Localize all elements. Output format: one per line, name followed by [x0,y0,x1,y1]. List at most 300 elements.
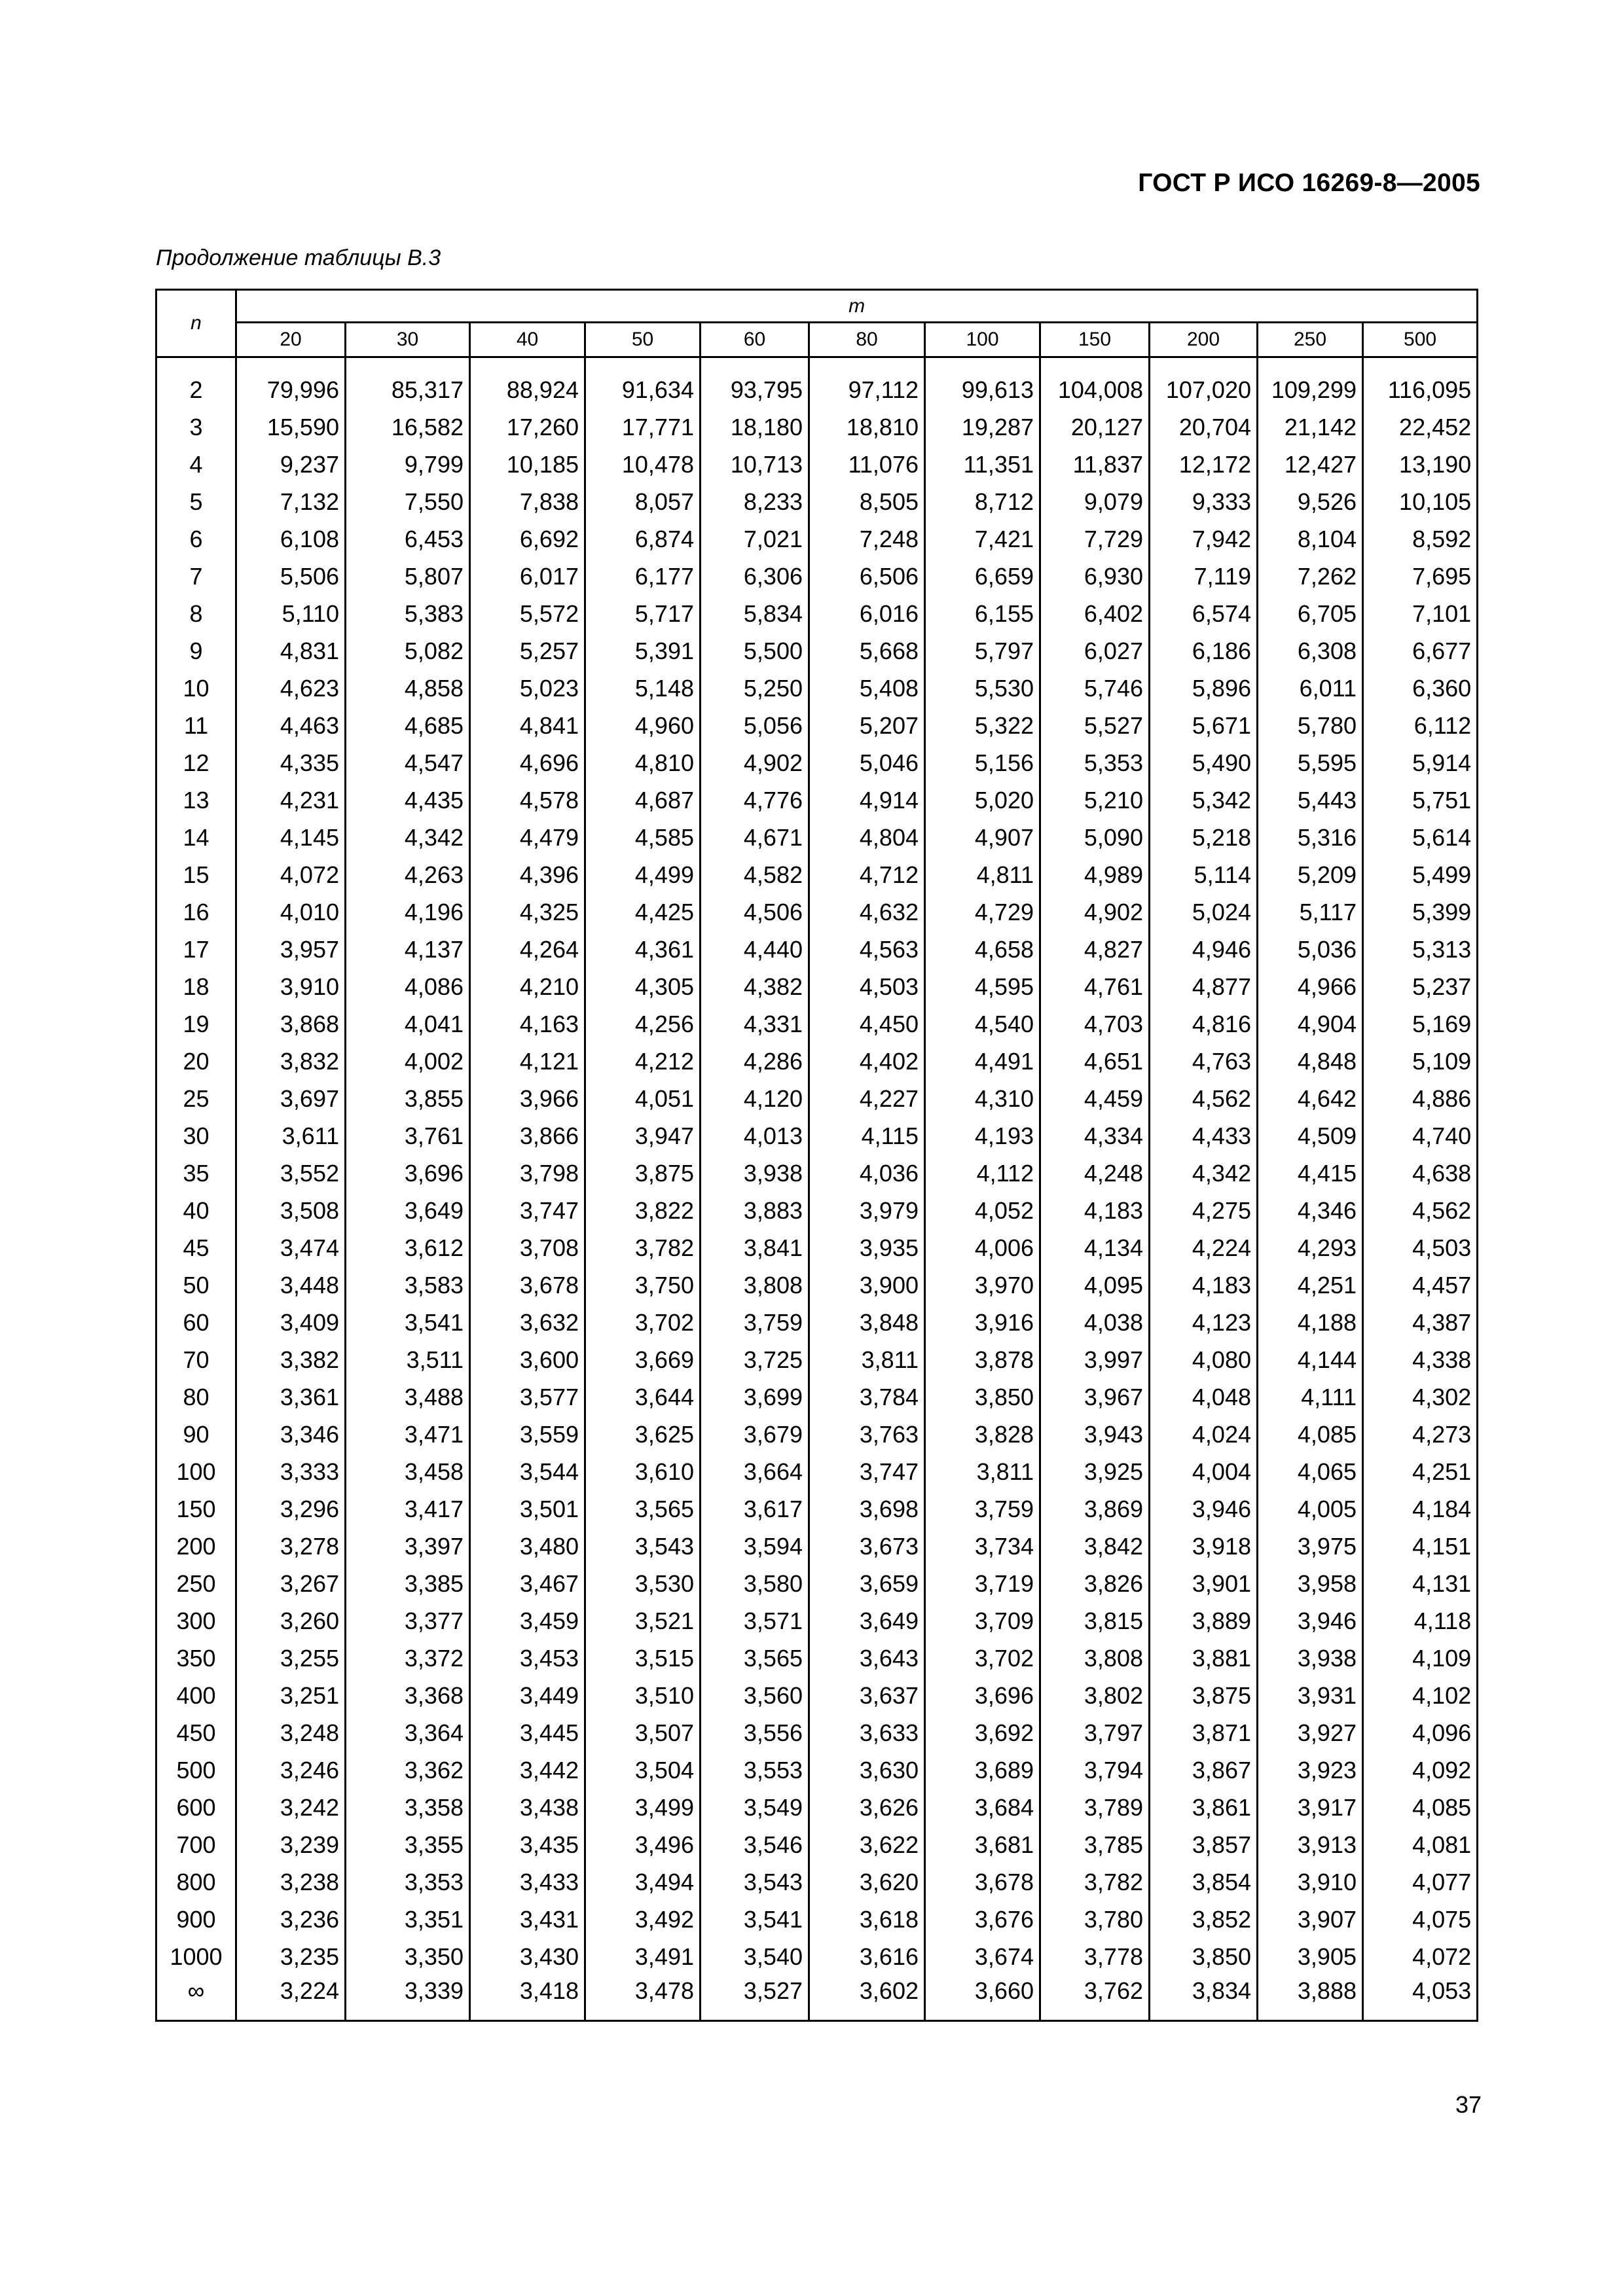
value-cell: 6,011 [1258,670,1363,707]
table-row [156,1378,1478,1416]
value-cell: 3,925 [1040,1453,1150,1490]
value-cell: 6,155 [925,595,1040,632]
value-cell: 3,467 [470,1565,585,1602]
value-cell: 4,342 [1150,1155,1258,1192]
value-cell: 6,360 [1363,670,1478,707]
value-cell: 4,886 [1363,1080,1478,1117]
value-cell: 4,227 [809,1080,925,1117]
n-value-cell: 600 [156,1789,236,1826]
value-cell: 3,610 [585,1453,701,1490]
column-header: 40 [470,323,585,357]
value-cell: 3,918 [1150,1528,1258,1565]
value-cell: 4,658 [925,931,1040,968]
value-cell: 3,491 [585,1938,701,1975]
value-cell: 5,023 [470,670,585,707]
n-value-cell: 15 [156,856,236,893]
value-cell: 3,492 [585,1901,701,1938]
value-cell: 5,717 [585,595,701,632]
value-cell: 3,242 [236,1789,346,1826]
value-cell: 4,811 [925,856,1040,893]
value-cell: 4,671 [701,819,809,856]
value-cell: 6,016 [809,595,925,632]
value-cell: 5,780 [1258,707,1363,744]
value-cell: 3,697 [236,1080,346,1117]
value-cell: 4,642 [1258,1080,1363,1117]
value-cell: 4,302 [1363,1378,1478,1416]
value-cell: 3,552 [236,1155,346,1192]
value-cell: 3,673 [809,1528,925,1565]
n-value-cell: 9 [156,632,236,670]
value-cell: 4,638 [1363,1155,1478,1192]
value-cell: 6,308 [1258,632,1363,670]
value-cell: 3,364 [346,1714,470,1751]
value-cell: 4,102 [1363,1677,1478,1714]
value-cell: 3,546 [701,1826,809,1863]
table-body [156,357,1478,2021]
value-cell: 17,771 [585,408,701,446]
value-cell: 3,333 [236,1453,346,1490]
value-cell: 3,224 [236,1975,346,2021]
value-cell: 5,024 [1150,893,1258,931]
value-cell: 13,190 [1363,446,1478,483]
value-cell: 3,459 [470,1602,585,1640]
value-cell: 3,339 [346,1975,470,2021]
value-cell: 4,275 [1150,1192,1258,1229]
value-cell: 4,810 [585,744,701,781]
value-cell: 3,910 [1258,1863,1363,1901]
n-value-cell: ∞ [156,1975,236,2021]
value-cell: 3,350 [346,1938,470,1975]
value-cell: 3,946 [1150,1490,1258,1528]
value-cell: 4,096 [1363,1714,1478,1751]
value-cell: 21,142 [1258,408,1363,446]
value-cell: 4,144 [1258,1341,1363,1378]
value-cell: 3,674 [925,1938,1040,1975]
value-cell: 3,905 [1258,1938,1363,1975]
value-cell: 3,702 [925,1640,1040,1677]
value-cell: 3,997 [1040,1341,1150,1378]
value-cell: 3,866 [470,1117,585,1155]
data-table [155,289,1478,2022]
n-value-cell: 25 [156,1080,236,1117]
value-cell: 4,907 [925,819,1040,856]
table-row [156,408,1478,446]
n-value-cell: 45 [156,1229,236,1266]
value-cell: 3,246 [236,1751,346,1789]
value-cell: 5,443 [1258,781,1363,819]
value-cell: 3,445 [470,1714,585,1751]
value-cell: 6,659 [925,558,1040,595]
value-cell: 5,207 [809,707,925,744]
table-row [156,1677,1478,1714]
table-row [156,1117,1478,1155]
value-cell: 7,942 [1150,520,1258,558]
value-cell: 5,342 [1150,781,1258,819]
value-cell: 4,585 [585,819,701,856]
value-cell: 6,402 [1040,595,1150,632]
spacer-cell [346,357,470,372]
value-cell: 3,679 [701,1416,809,1453]
value-cell: 3,888 [1258,1975,1363,2021]
table-row [156,1640,1478,1677]
value-cell: 4,163 [470,1005,585,1043]
value-cell: 9,799 [346,446,470,483]
value-cell: 3,958 [1258,1565,1363,1602]
value-cell: 3,521 [585,1602,701,1640]
value-cell: 4,131 [1363,1565,1478,1602]
value-cell: 4,305 [585,968,701,1005]
value-cell: 5,218 [1150,819,1258,856]
value-cell: 5,110 [236,595,346,632]
value-cell: 5,408 [809,670,925,707]
value-cell: 3,372 [346,1640,470,1677]
value-cell: 17,260 [470,408,585,446]
value-cell: 4,052 [925,1192,1040,1229]
value-cell: 4,075 [1363,1901,1478,1938]
value-cell: 3,471 [346,1416,470,1453]
value-cell: 5,109 [1363,1043,1478,1080]
value-cell: 4,081 [1363,1826,1478,1863]
table-row [156,1565,1478,1602]
value-cell: 5,391 [585,632,701,670]
value-cell: 3,857 [1150,1826,1258,1863]
value-cell: 3,850 [925,1378,1040,1416]
table-row [156,1155,1478,1192]
value-cell: 4,231 [236,781,346,819]
value-cell: 4,123 [1150,1304,1258,1341]
value-cell: 5,056 [701,707,809,744]
table-row [156,781,1478,819]
value-cell: 3,678 [470,1266,585,1304]
value-cell: 4,562 [1150,1080,1258,1117]
value-cell: 4,286 [701,1043,809,1080]
value-cell: 8,712 [925,483,1040,520]
value-cell: 3,643 [809,1640,925,1677]
value-cell: 3,947 [585,1117,701,1155]
table-header [156,290,1478,357]
value-cell: 4,188 [1258,1304,1363,1341]
value-cell: 9,333 [1150,483,1258,520]
value-cell: 3,355 [346,1826,470,1863]
value-cell: 3,431 [470,1901,585,1938]
n-value-cell: 450 [156,1714,236,1751]
value-cell: 16,582 [346,408,470,446]
value-cell: 3,449 [470,1677,585,1714]
value-cell: 3,789 [1040,1789,1150,1826]
n-value-cell: 90 [156,1416,236,1453]
value-cell: 5,313 [1363,931,1478,968]
table-row [156,1080,1478,1117]
value-cell: 3,235 [236,1938,346,1975]
value-cell: 3,975 [1258,1528,1363,1565]
value-cell: 4,041 [346,1005,470,1043]
value-cell: 4,134 [1040,1229,1150,1266]
table-row [156,1043,1478,1080]
n-value-cell: 70 [156,1341,236,1378]
value-cell: 4,053 [1363,1975,1478,2021]
header-spacer-row [156,357,1478,372]
table-row [156,371,1478,408]
value-cell: 3,501 [470,1490,585,1528]
value-cell: 3,923 [1258,1751,1363,1789]
value-cell: 4,010 [236,893,346,931]
value-cell: 3,855 [346,1080,470,1117]
value-cell: 3,488 [346,1378,470,1416]
value-cell: 4,121 [470,1043,585,1080]
value-cell: 4,065 [1258,1453,1363,1490]
value-cell: 4,632 [809,893,925,931]
n-value-cell: 900 [156,1901,236,1938]
value-cell: 3,719 [925,1565,1040,1602]
column-header: 150 [1040,323,1150,357]
value-cell: 19,287 [925,408,1040,446]
value-cell: 12,172 [1150,446,1258,483]
value-cell: 4,479 [470,819,585,856]
value-cell: 5,896 [1150,670,1258,707]
value-cell: 3,442 [470,1751,585,1789]
value-cell: 5,322 [925,707,1040,744]
table-row [156,1416,1478,1453]
value-cell: 7,695 [1363,558,1478,595]
value-cell: 3,782 [585,1229,701,1266]
value-cell: 4,024 [1150,1416,1258,1453]
value-cell: 5,114 [1150,856,1258,893]
value-cell: 8,233 [701,483,809,520]
value-cell: 5,383 [346,595,470,632]
value-cell: 3,560 [701,1677,809,1714]
value-cell: 3,511 [346,1341,470,1378]
value-cell: 3,549 [701,1789,809,1826]
value-cell: 4,902 [701,744,809,781]
column-headers-row [156,323,1478,357]
value-cell: 3,815 [1040,1602,1150,1640]
value-cell: 3,504 [585,1751,701,1789]
value-cell: 6,705 [1258,595,1363,632]
n-value-cell: 7 [156,558,236,595]
value-cell: 3,808 [1040,1640,1150,1677]
value-cell: 3,761 [346,1117,470,1155]
value-cell: 5,527 [1040,707,1150,744]
value-cell: 3,637 [809,1677,925,1714]
value-cell: 4,827 [1040,931,1150,968]
value-cell: 3,361 [236,1378,346,1416]
value-cell: 3,970 [925,1266,1040,1304]
value-cell: 3,622 [809,1826,925,1863]
value-cell: 3,869 [1040,1490,1150,1528]
value-cell: 4,776 [701,781,809,819]
value-cell: 3,353 [346,1863,470,1901]
value-cell: 8,592 [1363,520,1478,558]
n-value-cell: 700 [156,1826,236,1863]
value-cell: 5,500 [701,632,809,670]
value-cell: 3,248 [236,1714,346,1751]
value-cell: 3,362 [346,1751,470,1789]
value-cell: 3,794 [1040,1751,1150,1789]
n-value-cell: 11 [156,707,236,744]
value-cell: 79,996 [236,371,346,408]
value-cell: 3,251 [236,1677,346,1714]
value-cell: 11,351 [925,446,1040,483]
value-cell: 7,838 [470,483,585,520]
table-row [156,1714,1478,1751]
value-cell: 3,826 [1040,1565,1150,1602]
n-value-cell: 800 [156,1863,236,1901]
value-cell: 3,649 [809,1602,925,1640]
value-cell: 3,480 [470,1528,585,1565]
value-cell: 4,729 [925,893,1040,931]
value-cell: 4,095 [1040,1266,1150,1304]
value-cell: 3,368 [346,1677,470,1714]
value-cell: 4,450 [809,1005,925,1043]
value-cell: 4,092 [1363,1751,1478,1789]
value-cell: 4,712 [809,856,925,893]
value-cell: 3,782 [1040,1863,1150,1901]
value-cell: 3,540 [701,1938,809,1975]
value-cell: 6,574 [1150,595,1258,632]
value-cell: 6,306 [701,558,809,595]
n-value-cell: 400 [156,1677,236,1714]
value-cell: 3,875 [585,1155,701,1192]
table-caption: Продолжение таблицы В.3 [156,245,441,270]
value-cell: 6,177 [585,558,701,595]
value-cell: 3,508 [236,1192,346,1229]
value-cell: 3,750 [585,1266,701,1304]
value-cell: 3,946 [1258,1602,1363,1640]
value-cell: 11,837 [1040,446,1150,483]
table-row [156,931,1478,968]
value-cell: 4,196 [346,893,470,931]
value-cell: 4,005 [1258,1490,1363,1528]
value-cell: 3,417 [346,1490,470,1528]
value-cell: 4,325 [470,893,585,931]
table-row [156,1304,1478,1341]
value-cell: 6,453 [346,520,470,558]
value-cell: 11,076 [809,446,925,483]
value-cell: 3,901 [1150,1565,1258,1602]
value-cell: 3,957 [236,931,346,968]
value-cell: 3,785 [1040,1826,1150,1863]
value-cell: 3,633 [809,1714,925,1751]
value-cell: 3,907 [1258,1901,1363,1938]
value-cell: 3,267 [236,1565,346,1602]
value-cell: 3,828 [925,1416,1040,1453]
table-row [156,893,1478,931]
value-cell: 99,613 [925,371,1040,408]
value-cell: 3,583 [346,1266,470,1304]
value-cell: 3,659 [809,1565,925,1602]
n-value-cell: 12 [156,744,236,781]
value-cell: 5,751 [1363,781,1478,819]
value-cell: 3,935 [809,1229,925,1266]
value-cell: 3,913 [1258,1826,1363,1863]
value-cell: 3,358 [346,1789,470,1826]
value-cell: 7,729 [1040,520,1150,558]
table-row [156,670,1478,707]
value-cell: 3,448 [236,1266,346,1304]
value-cell: 3,938 [701,1155,809,1192]
value-cell: 3,474 [236,1229,346,1266]
value-cell: 4,582 [701,856,809,893]
value-cell: 3,644 [585,1378,701,1416]
table-row [156,744,1478,781]
value-cell: 8,104 [1258,520,1363,558]
value-cell: 3,798 [470,1155,585,1192]
value-cell: 20,127 [1040,408,1150,446]
value-cell: 6,108 [236,520,346,558]
value-cell: 4,331 [701,1005,809,1043]
value-cell: 3,878 [925,1341,1040,1378]
spacer-cell [470,357,585,372]
value-cell: 3,883 [701,1192,809,1229]
value-cell: 4,804 [809,819,925,856]
value-cell: 3,850 [1150,1938,1258,1975]
value-cell: 4,264 [470,931,585,968]
table-row [156,1789,1478,1826]
value-cell: 3,409 [236,1304,346,1341]
value-cell: 7,262 [1258,558,1363,595]
value-cell: 5,169 [1363,1005,1478,1043]
spacer-cell [925,357,1040,372]
value-cell: 3,834 [1150,1975,1258,2021]
value-cell: 3,747 [470,1192,585,1229]
value-cell: 7,021 [701,520,809,558]
value-cell: 12,427 [1258,446,1363,483]
value-cell: 3,841 [701,1229,809,1266]
value-cell: 3,708 [470,1229,585,1266]
value-cell: 5,036 [1258,931,1363,968]
table-row [156,632,1478,670]
n-value-cell: 30 [156,1117,236,1155]
value-cell: 3,842 [1040,1528,1150,1565]
value-cell: 3,602 [809,1975,925,2021]
table-row [156,1453,1478,1490]
value-cell: 3,660 [925,1975,1040,2021]
table-row [156,1602,1478,1640]
value-cell: 3,510 [585,1677,701,1714]
value-cell: 3,580 [701,1565,809,1602]
value-cell: 3,616 [809,1938,925,1975]
n-value-cell: 200 [156,1528,236,1565]
value-cell: 3,626 [809,1789,925,1826]
table-row [156,1938,1478,1975]
value-cell: 116,095 [1363,371,1478,408]
value-cell: 3,943 [1040,1416,1150,1453]
value-cell: 4,193 [925,1117,1040,1155]
table-row [156,595,1478,632]
value-cell: 9,526 [1258,483,1363,520]
n-column-header: n [156,290,236,357]
n-value-cell: 20 [156,1043,236,1080]
spacer-cell [701,357,809,372]
value-cell: 5,506 [236,558,346,595]
value-cell: 4,651 [1040,1043,1150,1080]
value-cell: 6,930 [1040,558,1150,595]
value-cell: 4,224 [1150,1229,1258,1266]
value-cell: 3,453 [470,1640,585,1677]
value-cell: 3,802 [1040,1677,1150,1714]
value-cell: 3,916 [925,1304,1040,1341]
n-value-cell: 18 [156,968,236,1005]
n-value-cell: 3 [156,408,236,446]
value-cell: 3,515 [585,1640,701,1677]
value-cell: 3,699 [701,1378,809,1416]
n-value-cell: 35 [156,1155,236,1192]
value-cell: 4,118 [1363,1602,1478,1640]
value-cell: 3,696 [346,1155,470,1192]
n-value-cell: 19 [156,1005,236,1043]
value-cell: 4,115 [809,1117,925,1155]
n-value-cell: 14 [156,819,236,856]
